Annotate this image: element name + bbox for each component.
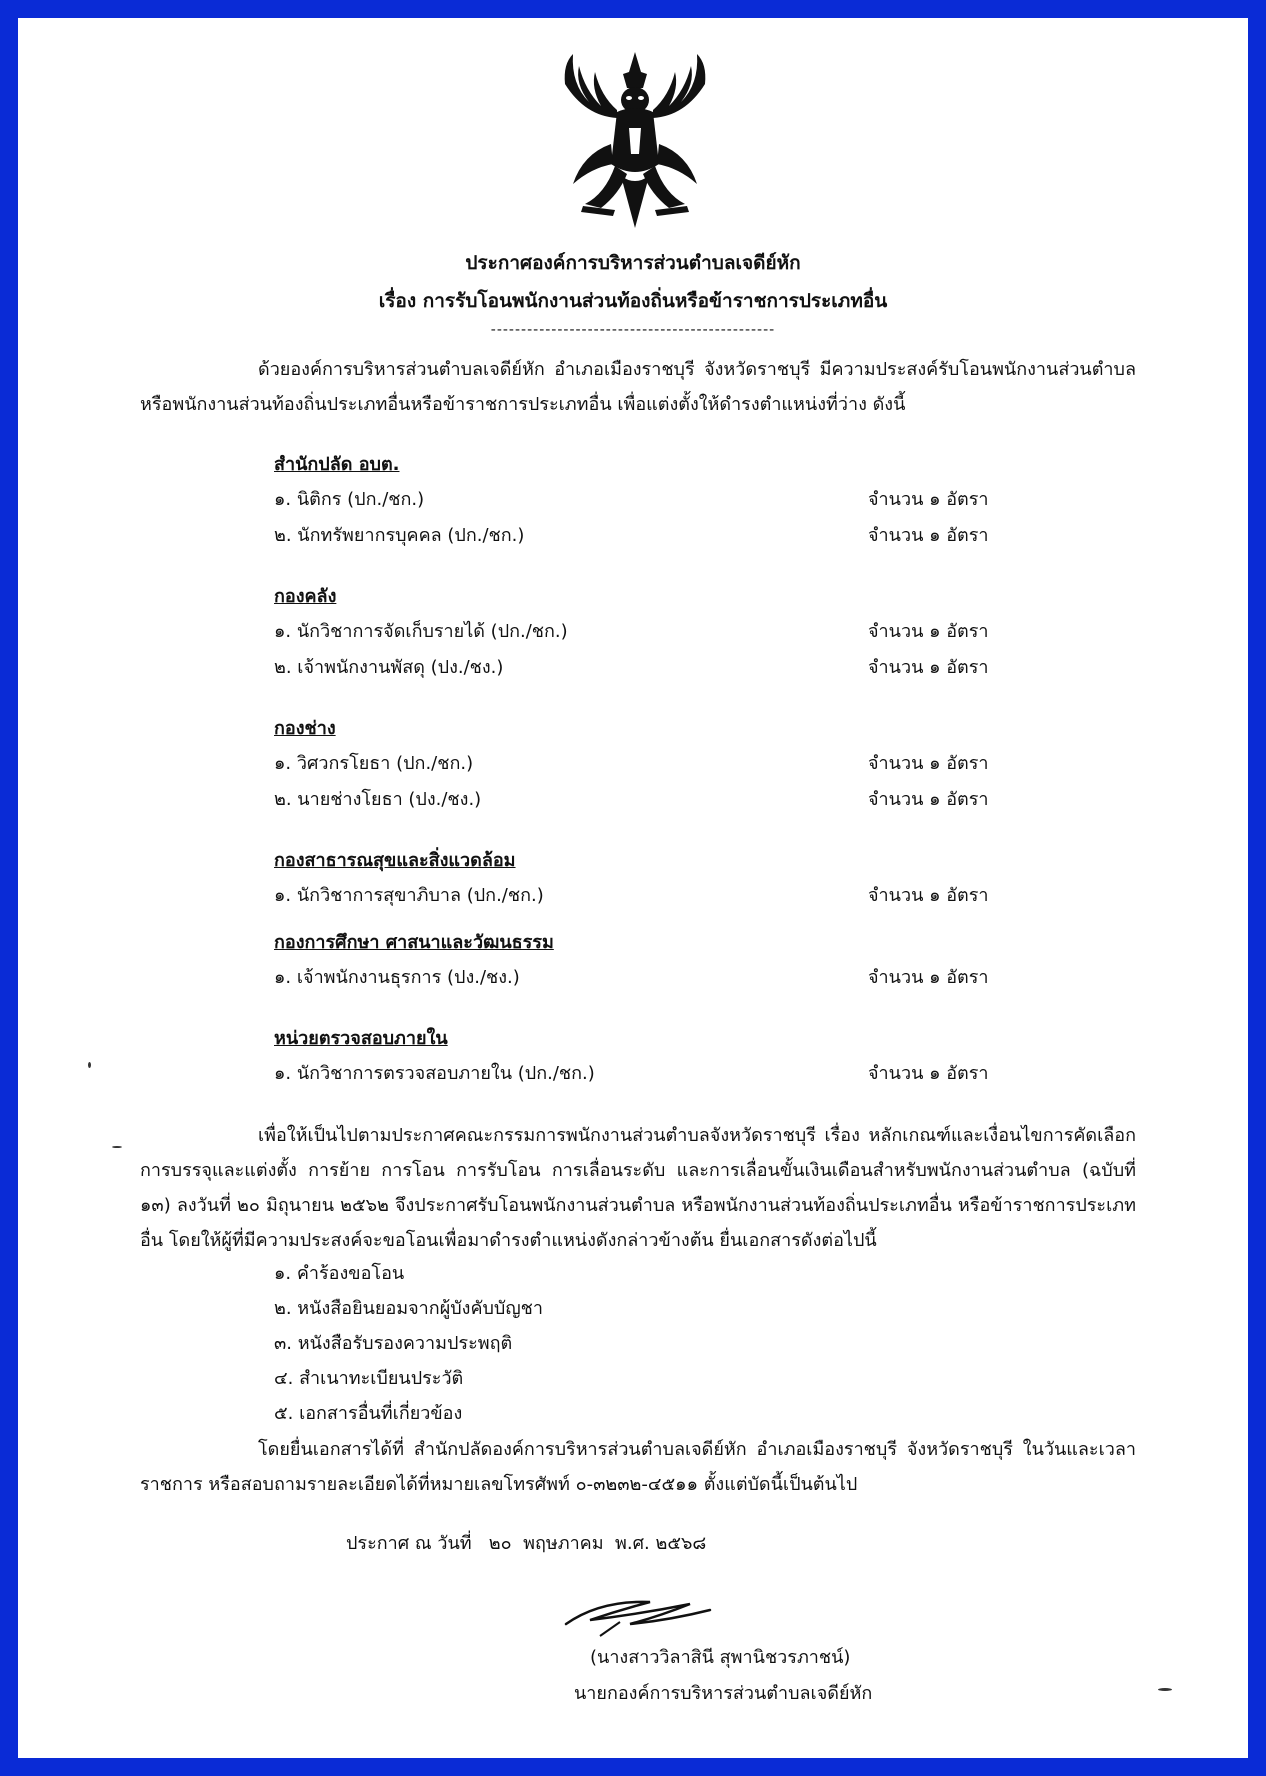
- section-public-health-division: [274, 844, 1014, 914]
- position-name: ๒. นักทรัพยากรบุคคล (ปก./ชก.): [274, 525, 525, 546]
- position-name: ๑. วิศวกรโยธา (ปก./ชก.): [274, 753, 474, 774]
- position-row: [274, 614, 1014, 650]
- position-row: [274, 782, 1014, 818]
- position-name: ๑. นักวิชาการจัดเก็บรายได้ (ปก./ชก.): [274, 621, 568, 642]
- title-divider: -----------------------------------------------: [490, 322, 776, 338]
- section-education-division: [274, 926, 1014, 996]
- signer-name: (นางสาววิลาสินี สุพานิชวรภาชน์): [590, 1647, 851, 1668]
- section-engineering-division: [274, 712, 1014, 818]
- section-heading: กองคลัง: [274, 586, 337, 607]
- handwritten-signature-icon: [560, 1580, 720, 1640]
- submission-text: โดยยื่นเอกสารได้ที่ สำนักปลัดองค์การบริหารส่วนตำบลเจดีย์หัก อำเภอเมืองราชบุรี จังหวัดราชบุรี ในวันและเวลาราชการ หรือสอบถามรายละเอียดได้ที่หมายเลขโทรศัพท์ ๐-๓๒๓๒-๔๕๑๑ ตั้งแต่บัดนี้เป็นต้นไป: [140, 1439, 1136, 1495]
- position-count: จำนวน ๑ อัตรา: [868, 885, 989, 906]
- position-count: จำนวน ๑ อัตรา: [868, 967, 989, 988]
- position-count: จำนวน ๑ อัตรา: [868, 657, 989, 678]
- required-documents-list: [274, 1256, 543, 1431]
- scan-speck: [88, 1062, 91, 1068]
- list-item: ๑. คำร้องขอโอน: [274, 1263, 405, 1284]
- submission-paragraph: [140, 1432, 1136, 1502]
- announcement-date: ประกาศ ณ วันที่ ๒๐ พฤษภาคม พ.ศ. ๒๕๖๘: [346, 1533, 707, 1554]
- position-name: ๑. นักวิชาการตรวจสอบภายใน (ปก./ชก.): [274, 1063, 595, 1084]
- announcement-subject: เรื่อง การรับโอนพนักงานส่วนท้องถิ่นหรือข้าราชการประเภทอื่น: [378, 290, 888, 312]
- signer-block: [574, 1640, 873, 1712]
- section-heading: หน่วยตรวจสอบภายใน: [274, 1028, 448, 1049]
- position-name: ๑. เจ้าพนักงานธุรการ (ปง./ชง.): [274, 967, 520, 988]
- position-count: จำนวน ๑ อัตรา: [868, 753, 989, 774]
- position-row: [274, 960, 1014, 996]
- position-count: จำนวน ๑ อัตรา: [868, 1063, 989, 1084]
- position-row: [274, 1056, 1014, 1092]
- list-item: ๓. หนังสือรับรองความประพฤติ: [274, 1333, 513, 1354]
- list-item: ๕. เอกสารอื่นที่เกี่ยวข้อง: [274, 1403, 463, 1424]
- list-item: ๔. สำเนาทะเบียนประวัติ: [274, 1368, 464, 1389]
- intro-text: ด้วยองค์การบริหารส่วนตำบลเจดีย์หัก อำเภอเมืองราชบุรี จังหวัดราชบุรี มีความประสงค์รับโอนพนักงานส่วนตำบล หรือพนักงานส่วนท้องถิ่นประเภทอื่นหรือข้าราชการประเภทอื่น เพื่อแต่งตั้งให้ดำรงตำแหน่งที่ว่าง ดังนี้: [140, 359, 1136, 415]
- position-name: ๑. นิติกร (ปก./ชก.): [274, 489, 425, 510]
- position-row: [274, 746, 1014, 782]
- position-row: [274, 518, 1014, 554]
- position-name: ๑. นักวิชาการสุขาภิบาล (ปก./ชก.): [274, 885, 544, 906]
- signer-position: นายกองค์การบริหารส่วนตำบลเจดีย์หัก: [574, 1683, 873, 1704]
- scan-speck: [112, 1146, 122, 1148]
- section-heading: กองช่าง: [274, 718, 336, 739]
- section-internal-audit-unit: [274, 1022, 1014, 1092]
- section-finance-division: [274, 580, 1014, 686]
- position-count: จำนวน ๑ อัตรา: [868, 789, 989, 810]
- position-row: [274, 878, 1014, 914]
- section-office-of-the-clerk: [274, 448, 1014, 554]
- position-name: ๒. เจ้าพนักงานพัสดุ (ปง./ชง.): [274, 657, 504, 678]
- list-item: ๒. หนังสือยินยอมจากผู้บังคับบัญชา: [274, 1298, 544, 1319]
- section-heading: สำนักปลัด อบต.: [274, 454, 400, 475]
- position-count: จำนวน ๑ อัตรา: [868, 525, 989, 546]
- section-heading: กองสาธารณสุขและสิ่งแวดล้อม: [274, 850, 516, 871]
- position-count: จำนวน ๑ อัตรา: [868, 489, 989, 510]
- garuda-emblem-icon: [555, 44, 715, 234]
- position-row: [274, 482, 1014, 518]
- position-name: ๒. นายช่างโยธา (ปง./ชง.): [274, 789, 482, 810]
- announcement-title: ประกาศองค์การบริหารส่วนตำบลเจดีย์หัก: [465, 252, 801, 274]
- scan-speck: [1158, 1688, 1172, 1691]
- position-count: จำนวน ๑ อัตรา: [868, 621, 989, 642]
- intro-paragraph: [140, 352, 1136, 422]
- position-row: [274, 650, 1014, 686]
- criteria-paragraph: [140, 1118, 1136, 1258]
- criteria-text: เพื่อให้เป็นไปตามประกาศคณะกรรมการพนักงานส่วนตำบลจังหวัดราชบุรี เรื่อง หลักเกณฑ์และเงื่อนไขการคัดเลือก การบรรจุและแต่งตั้ง การย้าย การโอน การรับโอน การเลื่อนระดับ และการเลื่อนขั้นเงินเดือนสำหรับพนักงานส่วนตำบล (ฉบับที่ ๑๓) ลงวันที่ ๒๐ มิถุนายน ๒๕๖๒ จึงประกาศรับโอนพนักงานส่วนตำบล หรือพนักงานส่วนท้องถิ่นประเภทอื่น หรือข้าราชการประเภทอื่น โดยให้ผู้ที่มีความประสงค์จะขอโอนเพื่อมาดำรงตำแหน่งดังกล่าวข้างต้น ยื่นเอกสารดังต่อไปนี้: [140, 1125, 1136, 1251]
- section-heading: กองการศึกษา ศาสนาและวัฒนธรรม: [274, 932, 554, 953]
